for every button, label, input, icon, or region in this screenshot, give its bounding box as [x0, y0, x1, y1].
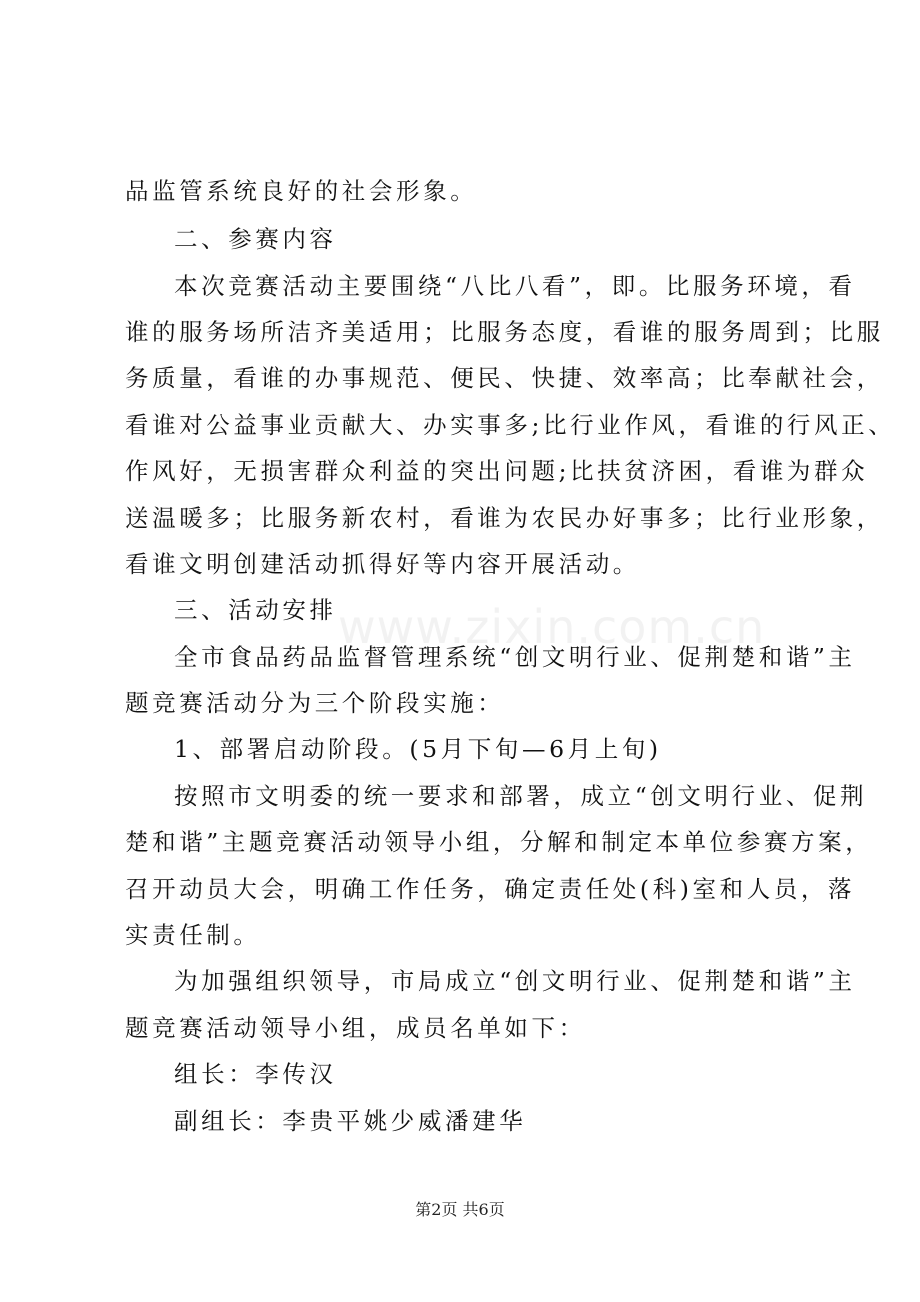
paragraph-line: 实责任制。 [125, 921, 261, 949]
paragraph-line: 召开动员大会，明确工作任务，确定责任处(科)室和人员，落 [125, 875, 856, 903]
group-leader-line: 组长：李传汉 [174, 1060, 337, 1088]
paragraph-line: 送温暖多；比服务新农村，看谁为农民办好事多；比行业形象， [125, 504, 884, 532]
paragraph-line: 题竞赛活动领导小组，成员名单如下： [125, 1014, 586, 1042]
paragraph-line: 全市食品药品监督管理系统“创文明行业、促荆楚和谐”主 [174, 643, 856, 671]
paragraph-line: 楚和谐”主题竞赛活动领导小组，分解和制定本单位参赛方案， [125, 828, 873, 856]
watermark: www.zixin.com.cn [338, 600, 766, 654]
paragraph-line: 本次竞赛活动主要围绕“八比八看”，即。比服务环境，看 [174, 272, 856, 300]
deputy-leader-line: 副组长：李贵平姚少威潘建华 [174, 1107, 527, 1135]
paragraph-line: 看谁文明创建活动抓得好等内容开展活动。 [125, 550, 640, 578]
section-heading-3: 三、活动安排 [174, 596, 337, 624]
page-number-footer: 第2页 共6页 [415, 1200, 505, 1219]
paragraph-line: 看谁对公益事业贡献大、办实事多;比行业作风，看谁的行风正、 [125, 411, 896, 439]
paragraph-line: 品监管系统良好的社会形象。 [125, 177, 478, 205]
stage-heading: 1、部署启动阶段。(5月下旬—6月上旬) [174, 735, 662, 763]
paragraph-line: 作风好，无损害群众利益的突出问题;比扶贫济困，看谁为群众 [125, 457, 869, 485]
paragraph-line: 题竞赛活动分为三个阶段实施： [125, 689, 505, 717]
section-heading-2: 二、参赛内容 [174, 225, 337, 253]
paragraph-line: 按照市文明委的统一要求和部署，成立“创文明行业、促荆 [174, 782, 868, 810]
paragraph-line: 为加强组织领导，市局成立“创文明行业、促荆楚和谐”主 [174, 967, 856, 995]
paragraph-line: 务质量，看谁的办事规范、便民、快捷、效率高；比奉献社会， [125, 364, 884, 392]
paragraph-line: 谁的服务场所洁齐美适用；比服务态度，看谁的服务周到；比服 [125, 318, 884, 346]
